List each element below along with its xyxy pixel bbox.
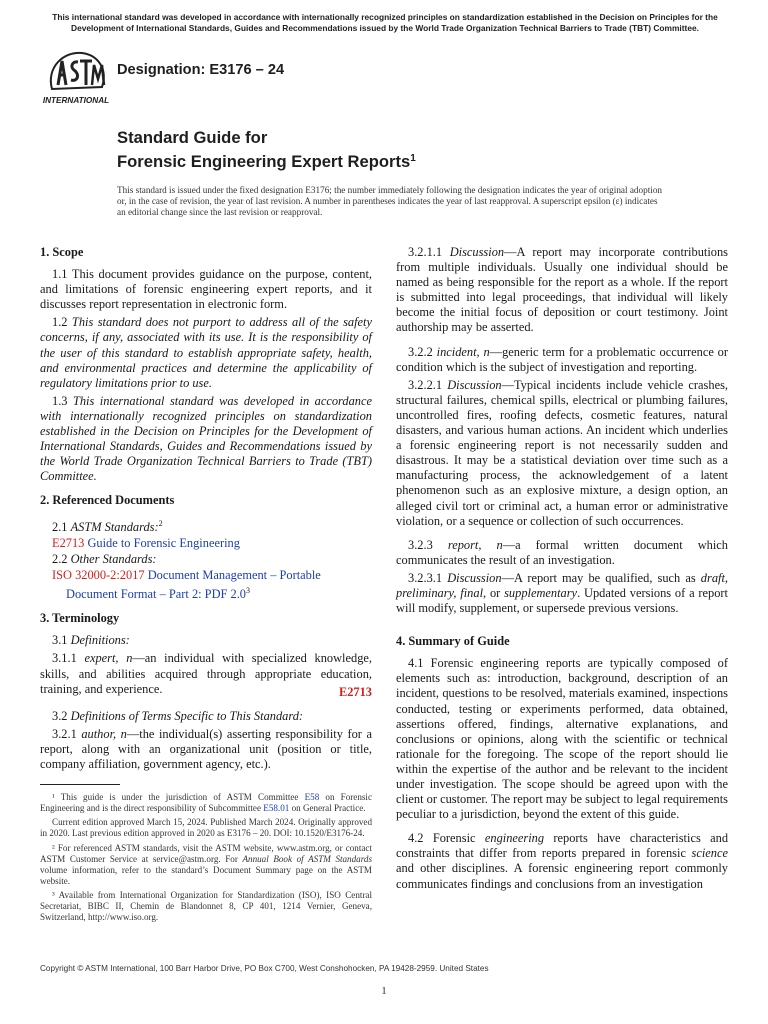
paragraph-1-3: 1.3 This international standard was developed in accordance with internationally recognized principles on standardization established in the Decision on Principles for the Development of International Standards, Guides and Recommendations issued by the World Trade Organization Technical Barriers to Trade (TBT) Committee. [40,393,372,484]
footnote-link-e58[interactable]: E58 [304,792,320,803]
left-column [40,245,372,926]
title-line-1: Standard Guide for [117,128,268,147]
footnote-divider [40,784,120,785]
term-3-2-2: 3.2.2 incident, n—generic term for a problematic occurrence or condition which is the subject of investigation and reporting. [396,344,728,374]
footnote-1: ¹ This guide is under the jurisdiction of ASTM Committee E58 on Forensic Engineering and is the direct responsibility of Subcommittee E58.01 on General Practice. [40,792,372,814]
document-title [117,127,416,172]
footnote-1-edition: Current edition approved March 15, 2024. Published March 2024. Originally approved in 2020. Last previous edition approved in 2020 as E3176 – 20. DOI: 10.1520/E3176-24. [40,817,372,839]
page-number: 1 [381,985,387,997]
discussion-3-2-1-1: 3.2.1.1 Discussion—A report may incorporate contributions from multiple individuals. Usually one individual should be named as being responsible for the report as a whole. If the report is submitted into legal proceedings, that individual will likely become the initial focus of deposition or court testimony. Joint authorship may be asserted. [396,245,728,335]
term-3-1-1-source[interactable]: E2713 [338,684,372,699]
ref-2-2: 2.2 Other Standards: [52,551,157,566]
paragraph-4-1: 4.1 Forensic engineering reports are typically composed of elements such as: introduction, background, description of an incident, questions to be resolved, materials examined, inspections conducted, testing or experiments performed, data obtained, assertions offered, findings, alternative explanations, and conclusions or opinions, along with the scientific or technical rationale for the foregoing. The scope of the report should lie within the expertise of the author and be relevant to the incident under investigation. The scope should be agreed upon with the client or customer. The report may be subject to legal requirements peculiar to a jurisdiction, beyond the extent of this guide. [396,656,728,822]
ref-iso-code[interactable]: ISO 32000-2:2017 [52,567,145,582]
section-heading-referenced-documents: 2. Referenced Documents [40,493,175,508]
ref-e2713-title[interactable]: Guide to Forensic Engineering [87,535,240,550]
title-footnote-marker[interactable]: 1 [410,153,416,164]
paragraph-4-2: 4.2 Forensic engineering reports have characteristics and constraints that differ from reports prepared in forensic science and other disciplines. A forensic engineering report commonly communicates findings and conclusions from an investigation [396,831,729,891]
ref-iso-32000[interactable]: ISO 32000-2:2017 Document Management – Portable Document Format – Part 2: PDF $2.0^3$ [52,567,321,602]
logo-text: INTERNATIONAL [42,96,110,105]
footnote-2: ² For referenced ASTM standards, visit the ASTM website, www.astm.org, or contact ASTM Customer Service at service@astm.org. For Annual Book of ASTM Standards volume information, refer to the standard’s Document Summary page on the ASTM website. [40,842,372,886]
preamble: This standard is issued under the fixed designation E3176; the number immediately following the designation indicates the year of original adoption or, in the case of revision, the year of last revision. A number in parentheses indicates the year of last reapproval. A superscript epsilon (ε) indicates an editorial change since the last revision or reapproval. [117,185,663,218]
ref-e2713-code[interactable]: E2713 [52,535,85,550]
ref-2-1: 2.1 ASTM Standards:$^2$ [52,518,163,534]
right-column [396,245,728,895]
section-heading-terminology: 3. Terminology [40,611,120,626]
term-3-2-1: 3.2.1 author, n—the individual(s) asserting responsibility for a report, along with an organizational unit (position or title, company affiliation, government agency, etc.). [40,726,372,772]
ref-iso-title[interactable]: Document Management – Portable Document Format – Part 2: PDF 2.0 [66,567,321,602]
term-3-1-1: 3.1.1 expert, n—an individual with specialized knowledge, skills, and abilities acquired through appropriate education, training, and experience. [40,651,372,696]
discussion-3-2-2-1: 3.2.2.1 Discussion—Typical incidents include vehicle crashes, structural failures, chemical spills, electrical or plumbing failures, uncontrolled fires, roofing defects, cosmetic features, natural disasters, and various human actions. An incident which underlies a forensic engineering report is not necessarily sudden and disastrous. It may be a statistical deviation over time such as a manufacturing process, the acknowledgement of a latent phenomenon such as an explosive mixture, a design option, an alleged civil tort or criminal act, a human error or administrative violation, or a sequence or collection of such occurrences. [396,377,728,528]
footnote-link-e5801[interactable]: E58.01 [263,803,290,814]
astm-logo-icon [42,49,110,105]
paragraph-1-1: 1.1 This document provides guidance on the purpose, content, and limitations of forensic engineering expert reports, and it discusses report representation in electronic form. [40,267,372,312]
designation: Designation: E3176 – 24 [117,62,285,78]
section-heading-scope: 1. Scope [40,245,84,259]
term-3-1: 3.1 Definitions: [52,633,130,648]
discussion-3-2-3-1: 3.2.3.1 Discussion—A report may be qualified, such as draft, preliminary, final, or supplementary. Updated versions of a report will modify, supplement, or supersede previous versions. [396,570,728,616]
copyright-notice: Copyright © ASTM International, 100 Barr Harbor Drive, PO Box C700, West Conshohocken, PA 19428-2959. United States [40,964,489,973]
tbt-notice: This international standard was developed in accordance with internationally recognized principles on standardization established in the Decision on Principles for the Development of International Standards, Guides and Recommendations issued by the World Trade Organization Technical Barriers to Trade (TBT) Committee. [52,12,718,33]
section-heading-summary: 4. Summary of Guide [396,634,510,649]
ref-e2713[interactable] [52,536,372,551]
paragraph-1-2: 1.2 This standard does not purport to address all of the safety concerns, if any, associated with its use. It is the responsibility of the user of this standard to establish appropriate safety, health, and environmental practices and determine the applicability of regulatory limitations prior to use. [40,315,372,390]
term-3-2: 3.2 Definitions of Terms Specific to This Standard: [52,708,304,723]
title-line-2: Forensic Engineering Expert Reports$^1$ [117,152,416,171]
term-3-2-3: 3.2.3 report, n—a formal written document which communicates the result of an investigation. [396,537,728,567]
footnote-3: ³ Available from International Organization for Standardization (ISO), ISO Central Secretariat, BIBC II, Chemin de Blandonnet 8, CP 401, 1214 Vernier, Geneva, Switzerland, http://www.iso.org. [40,889,372,923]
